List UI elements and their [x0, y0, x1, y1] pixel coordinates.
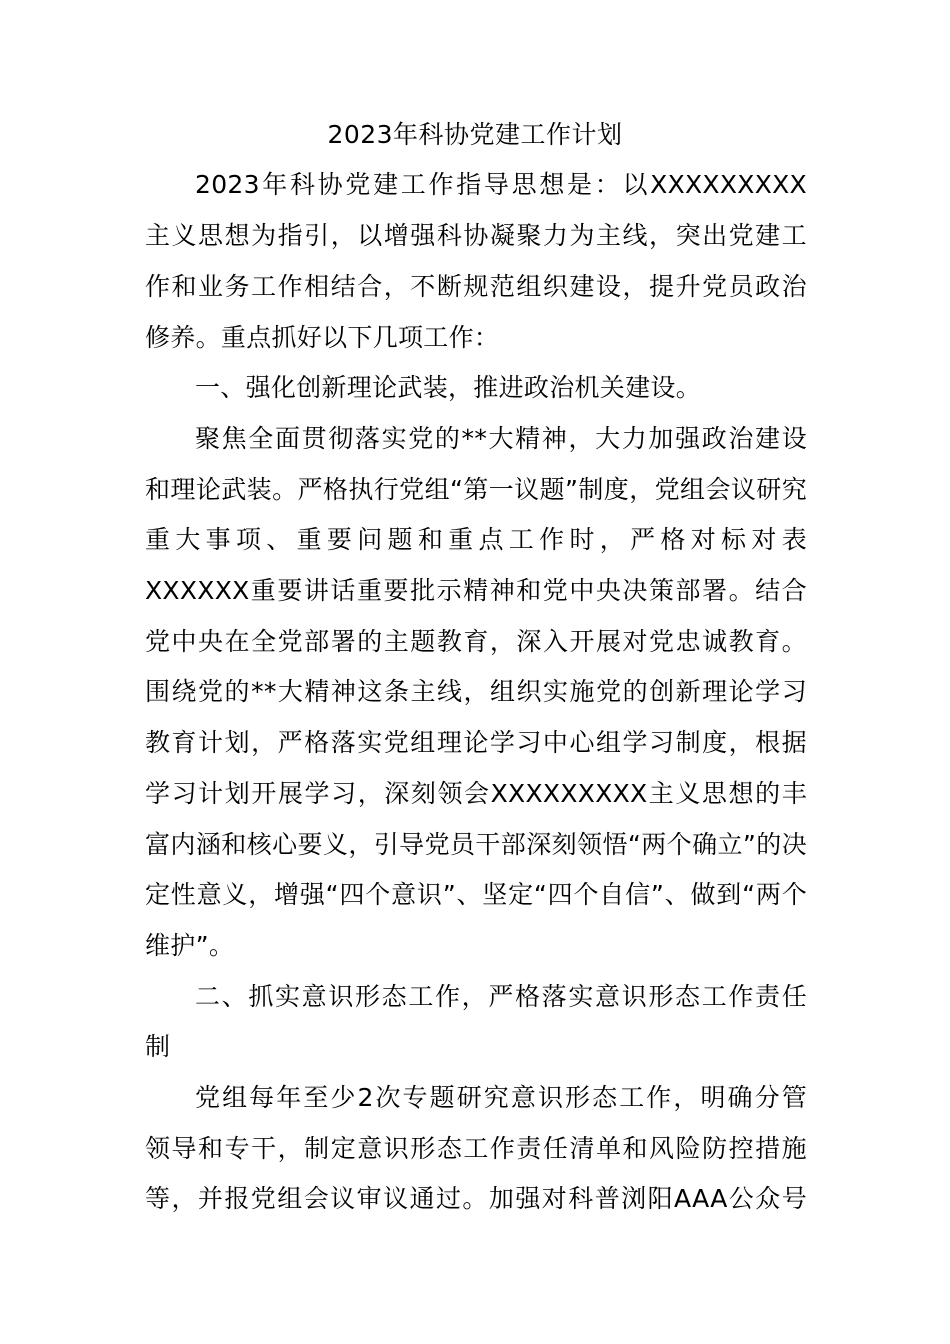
paragraph-line: 党组每年至少2次专题研究意识形态工作，明确分管	[195, 1083, 807, 1112]
paragraph-line: 领导和专干，制定意识形态工作责任清单和风险防控措施	[145, 1134, 807, 1163]
paragraph-line: 富内涵和核心要义，引导党员干部深刻领悟“两个确立”的决	[145, 830, 807, 859]
paragraph-line: XXXXXX重要讲话重要批示精神和党中央决策部署。结合	[145, 576, 807, 605]
paragraph-line: 修养。重点抓好以下几项工作：	[145, 323, 500, 352]
section-heading: 一、强化创新理论武装，推进政治机关建设。	[195, 373, 702, 402]
paragraph-line: 2023年科协党建工作指导思想是：以XXXXXXXXX	[195, 170, 807, 199]
paragraph-line: 围绕党的**大精神这条主线，组织实施党的创新理论学习	[145, 677, 807, 706]
paragraph-line: 作和业务工作相结合，不断规范组织建设，提升党员政治	[145, 272, 807, 301]
section-heading: 制	[145, 1032, 171, 1061]
paragraph-line: 维护”。	[145, 931, 235, 960]
paragraph-line: 聚焦全面贯彻落实党的**大精神，大力加强政治建设	[195, 424, 807, 453]
paragraph-line: 定性意义，增强“四个意识”、坚定“四个自信”、做到“两个	[145, 880, 807, 909]
document-title: 2023年科协党建工作计划	[327, 120, 623, 149]
paragraph-line: 学习计划开展学习，深刻领会XXXXXXXXX主义思想的丰	[145, 779, 807, 808]
paragraph-line: 主义思想为指引，以增强科协凝聚力为主线，突出党建工	[145, 221, 807, 250]
paragraph-line: 重大事项、重要问题和重点工作时，严格对标对表	[145, 525, 807, 554]
paragraph-line: 党中央在全党部署的主题教育，深入开展对党忠诚教育。	[145, 627, 807, 656]
paragraph-line: 等，并报党组会议审议通过。加强对科普浏阳AAA公众号	[145, 1184, 807, 1213]
section-heading: 二、抓实意识形态工作，严格落实意识形态工作责任	[195, 982, 807, 1011]
paragraph-line: 教育计划，严格落实党组理论学习中心组学习制度，根据	[145, 728, 807, 757]
paragraph-line: 和理论武装。严格执行党组“第一议题”制度，党组会议研究	[145, 475, 807, 504]
